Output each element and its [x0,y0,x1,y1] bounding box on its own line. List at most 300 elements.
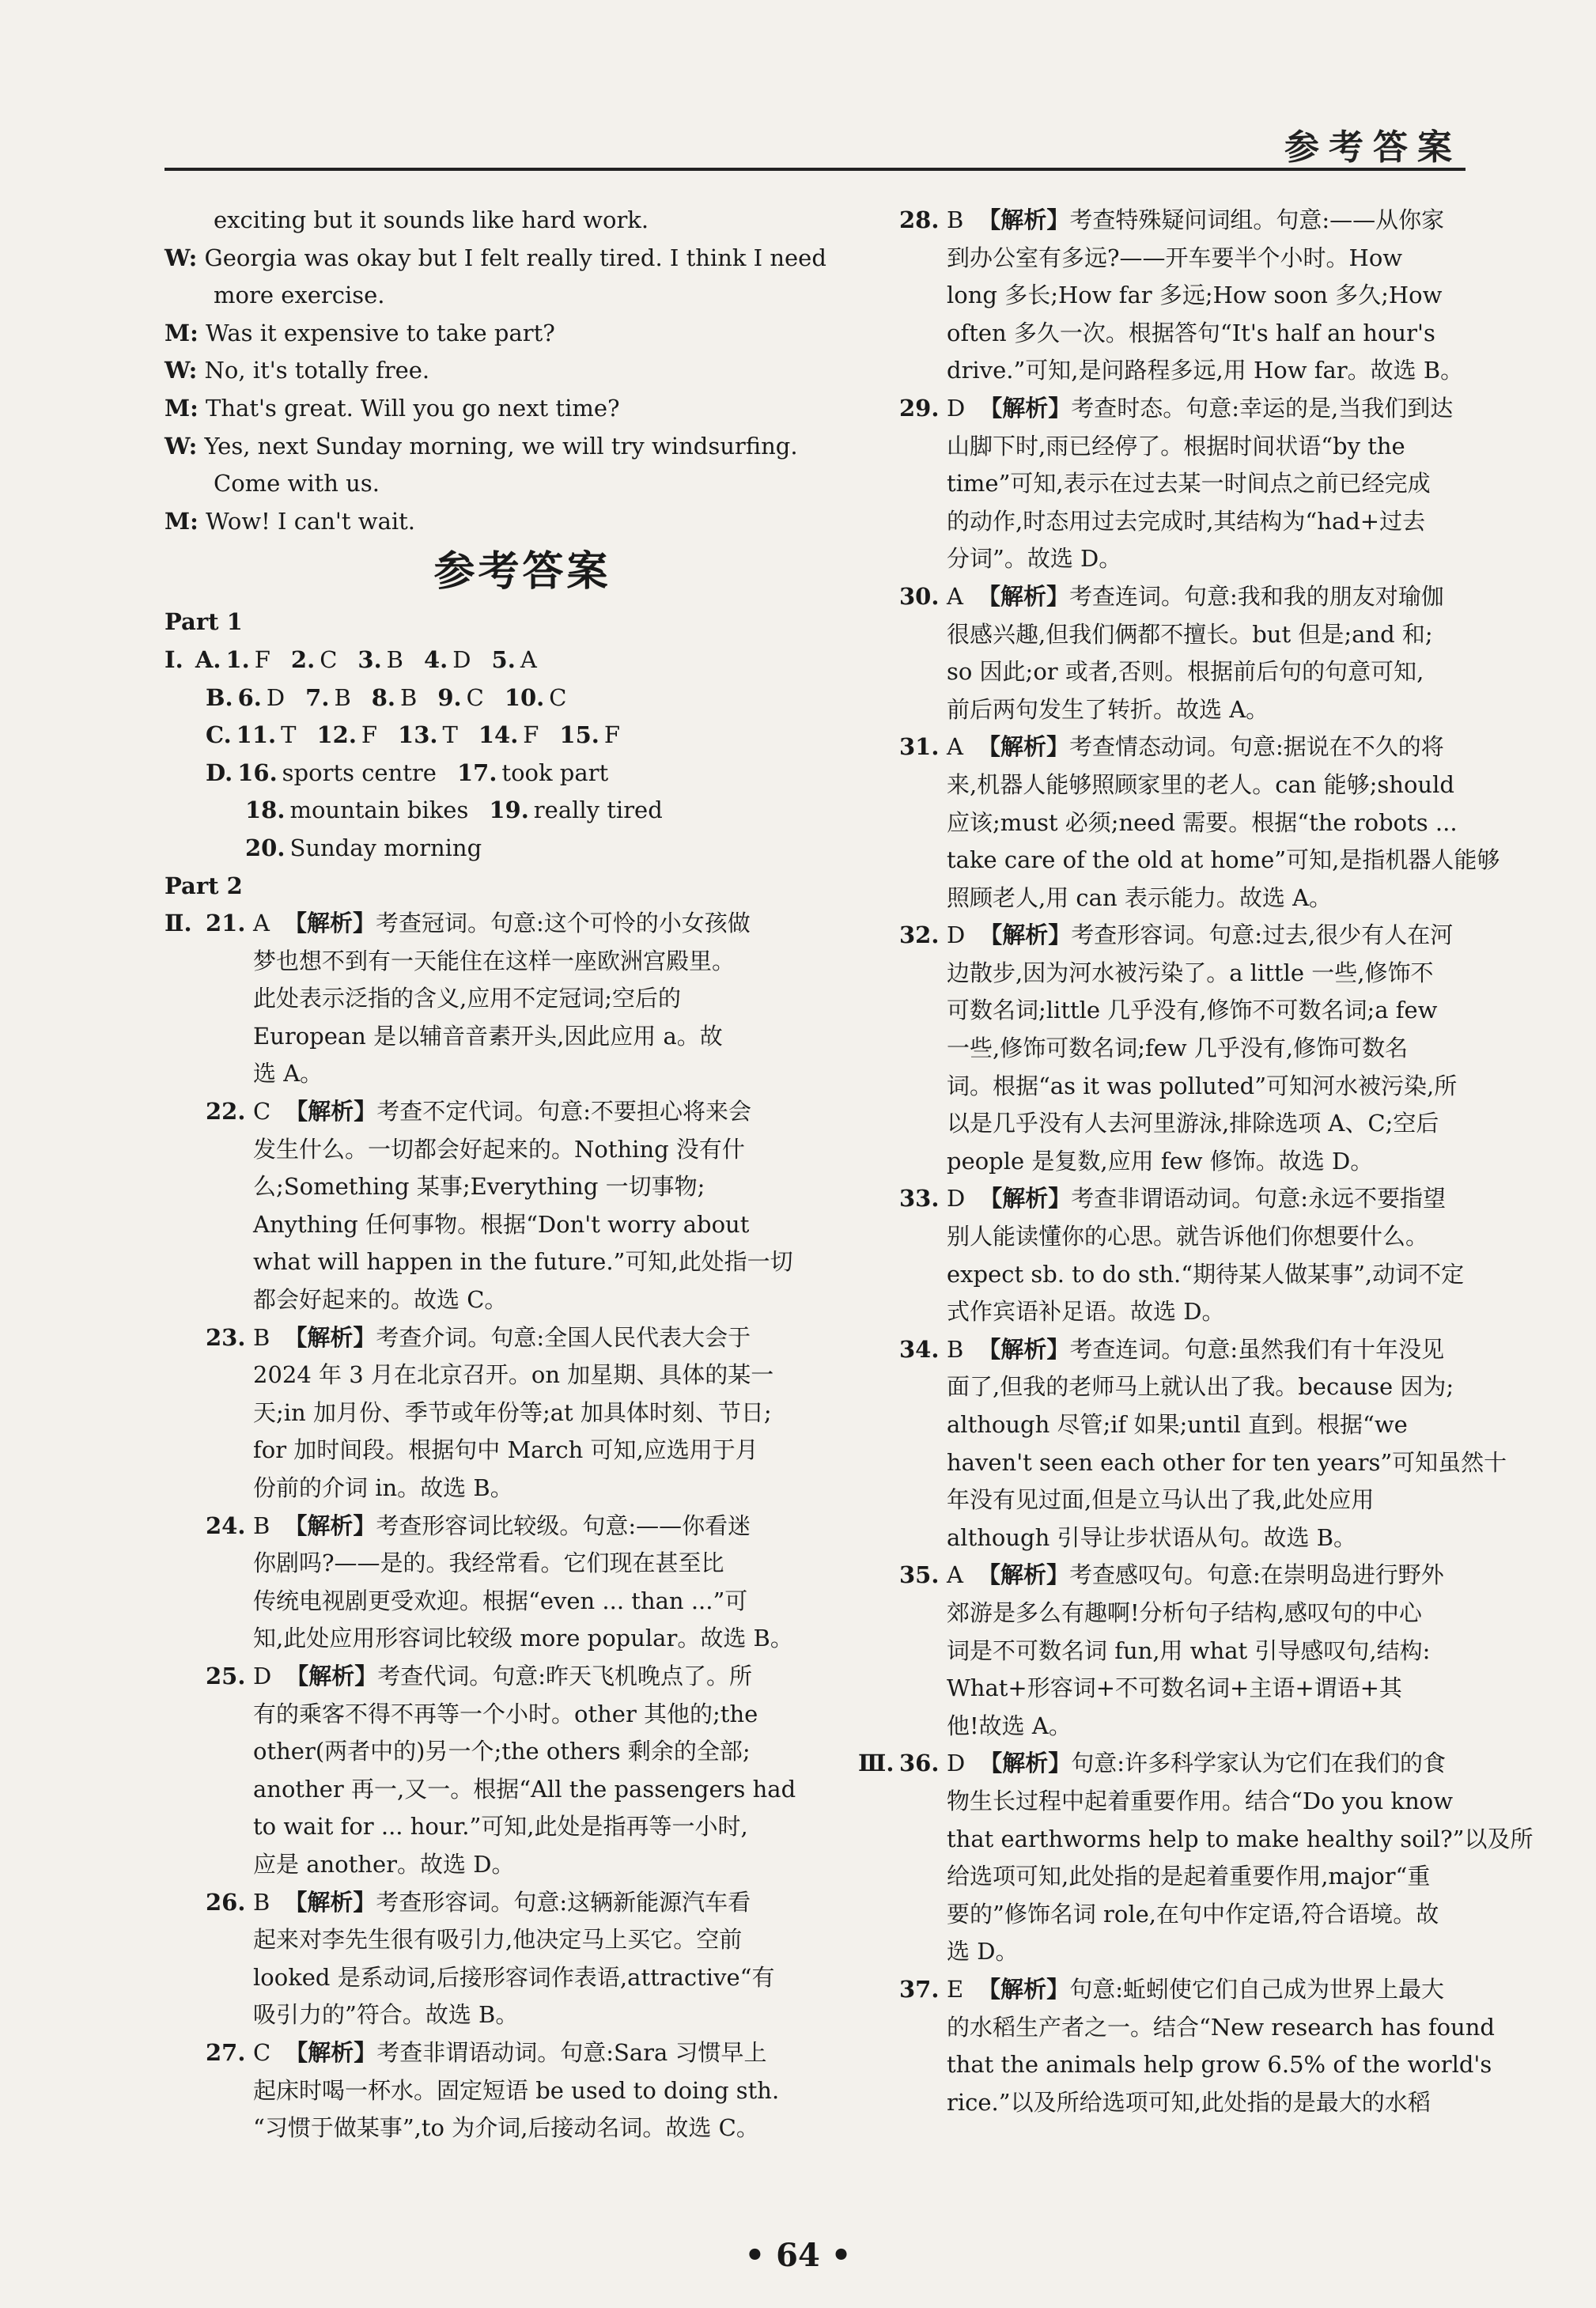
section-label [858,1557,899,1745]
explanation-line [253,1018,801,1056]
item-answer: took part [501,759,609,786]
question-explanation [253,1884,801,2034]
explanation-text: 他!故选 A。 [947,1712,1072,1739]
question [165,1658,801,1884]
question-number: 23. [206,1323,246,1351]
explanation-text: people 是复数,应用 few 修饰。故选 D。 [947,1147,1374,1175]
answers-title: 参考答案 [433,548,611,596]
explanation-line [947,1821,1533,1859]
explanation-text: often 多久一次。根据答句“It's half an hour's [947,319,1435,346]
explanation-text: 考查代词。句意:昨天飞机晚点了。所 [377,1662,753,1689]
item-number: 2. [290,645,316,673]
explanation-line [253,1206,801,1244]
question-explanation [253,1508,801,1658]
item-answer: F [361,721,378,749]
explanation-text: 年没有见过面,但是立马认出了我,此处应用 [947,1486,1375,1514]
item-number: 19. [489,796,529,824]
page-number: • 64 • [744,2237,852,2274]
explanation-line [253,1055,801,1093]
explanation-line [947,1218,1464,1256]
left-column [165,202,826,2147]
explanation-line [947,804,1500,842]
question-number: 37. [899,1975,940,2003]
answer-letter: E [947,1975,964,2003]
explanation-text: 的动作,时态用过去完成时,其结构为“had+过去 [947,507,1426,535]
explanation-line [947,352,1463,390]
speaker-label: M: [165,507,199,535]
explanation-text: 边散步,因为河水被污染了。a little 一些,修饰不 [947,959,1434,986]
answer-row [165,717,801,755]
item-number: 16. [237,759,278,786]
dialogue-line [165,390,801,428]
item-answer: F [603,721,620,749]
explanation-line [947,1481,1507,1519]
explanation-text: “习惯于做某事”,to 为介词,后接动名词。故选 C。 [253,2114,759,2142]
question-number: 26. [206,1888,246,1916]
explanation-line [253,905,801,943]
explanation-line [253,1696,801,1734]
question-number: 21. [206,910,246,937]
question [858,390,1463,578]
explanation-text: looked 是系动词,后接形容词作表语,attractive“有 [253,1963,775,1991]
dialogue-line [165,202,801,240]
explanation-text: other(两者中的)另一个;the others 剩余的全部; [253,1738,751,1765]
speaker-label: M: [165,319,199,346]
section-label: Ⅱ. [165,910,192,937]
explanation-line [947,1030,1463,1068]
question-number: 28. [899,206,940,233]
item-number: 4. [423,645,448,673]
section-label [165,1884,206,2034]
explanation-text: 吸引力的”符合。故选 B。 [253,2001,519,2029]
item-answer: A [520,645,537,673]
answer-letter: B [947,206,964,233]
explanation-text: 考查感叹句。句意:在崇明岛进行野外 [1068,1561,1444,1589]
explanation-text: take care of the old at home”可知,是指机器人能够 [947,846,1500,874]
explanation-text: 考查连词。句意:虽然我们有十年没见 [1069,1335,1445,1363]
dialogue-text: Was it expensive to take part? [206,319,555,346]
explanation-line [947,955,1463,993]
right-column [858,202,1534,2121]
question-explanation [947,728,1500,917]
question [858,1557,1463,1745]
explanation-text: expect sb. to do sth.“期待某人做某事”,动词不定 [947,1260,1465,1288]
explanation-text: 考查冠词。句意:这个可怜的小女孩做 [375,910,751,937]
explanation-text: 句意:蚯蚓使它们自己成为世界上最大 [1069,1975,1444,2003]
explanation-text: 发生什么。一切都会好起来的。Nothing 没有什 [253,1135,745,1163]
explanation-line [253,1545,801,1583]
explanation-text: 都会好起来的。故选 C。 [253,1286,508,1314]
explanation-line [947,1068,1463,1106]
answer-letter: B [947,1335,964,1363]
explanation-text: European 是以辅音音素开头,因此应用 a。故 [253,1022,723,1050]
question [858,1971,1495,2121]
item-number: 11. [236,721,277,749]
explanation-line [947,1143,1463,1181]
answer-row [165,641,801,679]
explanation-text: 有的乘客不得不再等一个小时。other 其他的;the [253,1700,758,1727]
section-label [858,1971,899,2121]
question-explanation [947,1180,1464,1330]
explanation-line [253,1846,801,1884]
question-explanation [947,1745,1533,1971]
explanation-text: 郊游是多么有趣啊!分析句子结构,感叹句的中心 [947,1599,1422,1626]
explanation-line [947,691,1463,729]
answer-letter: A [253,910,270,937]
analysis-tag: 【解析】 [979,921,1072,949]
explanation-line [947,315,1463,353]
dialogue-line [165,428,801,466]
explanation-line [947,540,1463,578]
analysis-tag: 【解析】 [283,910,376,937]
explanation-text: 照顾老人,用 can 表示能力。故选 A。 [947,883,1333,911]
explanation-line [253,1884,801,1922]
explanation-line [253,1808,801,1846]
sub-label: B. [206,683,233,711]
question-number: 27. [206,2038,246,2066]
dialogue-line [165,352,801,390]
explanation-line [947,880,1500,918]
question-explanation [947,1331,1507,1557]
item-number: 17. [456,759,497,786]
question [858,1331,1507,1557]
explanation-text: 前后两句发生了转折。故选 A。 [947,695,1269,723]
explanation-text: 考查情态动词。句意:据说在不久的将 [1068,733,1444,761]
question-number: 31. [899,733,940,761]
explanation-line [253,1921,801,1959]
explanation-text: another 再一,又一。根据“All the passengers had [253,1775,796,1803]
explanation-line [947,1595,1463,1633]
explanation-text: 分词”。故选 D。 [947,545,1122,573]
explanation-line [947,578,1463,616]
answer-letter: C [253,2038,271,2066]
item-answer: B [334,683,351,711]
item-number: 20. [245,834,286,861]
answer-letter: B [253,1888,270,1916]
explanation-line [253,1281,801,1319]
explanation-text: 的水稻生产者之一。结合“New research has found [947,2013,1495,2041]
explanation-text: Anything 任何事物。根据“Don't worry about [253,1210,750,1238]
explanation-text: 传统电视剧更受欢迎。根据“even ... than ...”可 [253,1587,748,1614]
dialogue-text: That's great. Will you go next time? [206,394,620,422]
explanation-line [947,1971,1495,2009]
item-number: 7. [305,683,330,711]
question [858,917,1463,1180]
explanation-text: 山脚下时,雨已经停了。根据时间状语“by the [947,432,1405,460]
answer-letter: D [947,1750,966,1777]
item-number: 9. [437,683,462,711]
dialogue-line [165,277,801,315]
item-answer: mountain bikes [289,796,469,824]
section-label [165,1658,206,1884]
explanation-text: 到办公室有多远?——开车要半个小时。How [947,244,1403,271]
explanation-line [947,1896,1533,1934]
explanation-line [253,1508,801,1546]
explanation-text: 起来对李先生很有吸引力,他决定马上买它。空前 [253,1926,743,1954]
explanation-text: 给选项可知,此处指的是起着重要作用,major“重 [947,1863,1431,1890]
explanation-line [947,1368,1507,1406]
analysis-tag: 【解析】 [284,1323,376,1351]
explanation-text: 句意:许多科学家认为它们在我们的食 [1071,1750,1447,1777]
explanation-line [947,1557,1463,1595]
answer-letter: A [947,733,963,761]
question-explanation [947,578,1463,728]
question-explanation [947,1971,1495,2121]
explanation-line [947,1745,1533,1783]
analysis-tag: 【解析】 [979,1750,1072,1777]
question-explanation [947,1557,1463,1745]
sub-label: C. [206,721,232,749]
explanation-line [947,1256,1464,1294]
part2-label: Part 2 [165,872,243,899]
explanation-text: for 加时间段。根据句中 March 可知,应选用于月 [253,1436,758,1464]
section-label [165,1508,206,1658]
item-answer: B [386,645,403,673]
speaker-label: M: [165,394,199,422]
question-number: 32. [899,921,940,949]
section-label [165,1319,206,1508]
question-number: 25. [206,1662,246,1689]
sub-label: A. [195,645,221,673]
item-number: 15. [559,721,599,749]
explanation-text: 考查时态。句意:幸运的是,当我们到达 [1071,394,1454,422]
explanation-line [947,1105,1463,1143]
question-number: 29. [899,394,940,422]
speaker-label: W: [165,244,198,271]
explanation-text: time”可知,表示在过去某一时间点之前已经完成 [947,470,1431,498]
section-label [858,202,899,390]
item-number: 13. [398,721,438,749]
item-number: 18. [245,796,286,824]
section-label: Ⅰ. [165,645,183,673]
question-number: 30. [899,582,940,610]
answer-letter: D [947,1185,966,1213]
question [165,905,801,1093]
item-answer: F [254,645,270,673]
answer-letter: B [253,1512,270,1539]
explanation-line [947,1708,1463,1746]
explanation-line [947,390,1463,428]
question-number: 22. [206,1098,246,1126]
explanation-text: 梦也想不到有一天能住在这样一座欧洲宫殿里。 [253,947,736,974]
answer-row [165,679,801,717]
explanation-line [947,653,1463,691]
explanation-line [947,1406,1507,1444]
section-label [858,917,899,1180]
dialogue-text: more exercise. [214,282,385,309]
question-explanation [947,202,1463,390]
explanation-line [947,2084,1495,2122]
explanation-line [947,1180,1464,1218]
question [165,1508,801,1658]
explanation-line [947,277,1463,315]
explanation-text: 词。根据“as it was polluted”可知河水被污染,所 [947,1072,1458,1099]
explanation-text: 2024 年 3 月在北京召开。on 加星期、具体的某一 [253,1361,774,1389]
explanation-text: to wait for ... hour.”可知,此处是指再等一小时, [253,1813,748,1841]
analysis-tag: 【解析】 [979,394,1072,422]
analysis-tag: 【解析】 [977,582,1069,610]
dialogue [165,202,826,540]
item-answer: sports centre [282,759,437,786]
explanation-text: 应是 another。故选 D。 [253,1850,515,1878]
dialogue-text: Georgia was okay but I felt really tired. I think I need [204,244,826,271]
analysis-tag: 【解析】 [284,1512,376,1539]
dialogue-line [165,315,801,353]
explanation-text: 考查形容词。句意:这辆新能源汽车看 [376,1888,751,1916]
dialogue-line [165,240,826,278]
item-number: 8. [371,683,396,711]
analysis-tag: 【解析】 [284,1888,376,1916]
section-label [858,728,899,917]
questions-left [165,905,801,2147]
item-answer: really tired [533,796,663,824]
explanation-line [253,1658,801,1696]
explanation-text: although 引导让步状语从句。故选 B。 [947,1523,1357,1551]
item-answer: C [320,645,338,673]
explanation-text: haven't seen each other for ten years”可知虽然十 [947,1448,1507,1476]
section-label [858,1180,899,1330]
item-number: 5. [491,645,516,673]
question-explanation [947,390,1463,578]
explanation-text: 考查特殊疑问词组。句意:——从你家 [1069,206,1445,233]
explanation-line [947,2009,1495,2047]
explanation-text: 知,此处应用形容词比较级 more popular。故选 B。 [253,1625,793,1652]
explanation-text: that the animals help grow 6.5% of the world's [947,2051,1492,2079]
explanation-line [947,917,1463,955]
explanation-line [253,1620,801,1658]
explanation-text: 很感兴趣,但我们俩都不擅长。but 但是;and 和; [947,620,1433,648]
explanation-line [253,1319,801,1357]
answer-letter: C [253,1098,271,1126]
question-explanation [253,1093,801,1319]
question [165,1319,801,1508]
explanation-line [947,428,1463,466]
answer-letter: D [947,921,966,949]
explanation-line [253,1356,801,1394]
explanation-line [947,1519,1507,1557]
explanation-line [253,1432,801,1470]
question [165,1093,801,1319]
explanation-text: 一些,修饰可数名词;few 几乎没有,修饰可数名 [947,1035,1409,1062]
answer-letter: A [947,582,963,610]
analysis-tag: 【解析】 [285,2038,377,2066]
explanation-line [947,766,1500,804]
explanation-text: 别人能读懂你的心思。就告诉他们你想要什么。 [947,1223,1429,1250]
explanation-text: 来,机器人能够照顾家里的老人。can 能够;should [947,770,1454,798]
explanation-line [253,1583,801,1621]
dialogue-text: exciting but it sounds like hard work. [214,206,649,233]
explanation-text: 选 A。 [253,1060,323,1088]
explanation-line [253,1959,801,1997]
section-label: Ⅲ. [858,1750,894,1777]
section-label [165,2034,206,2147]
explanation-line [253,1093,801,1131]
explanation-line [253,1243,801,1281]
item-answer: C [466,683,484,711]
analysis-tag: 【解析】 [979,1185,1072,1213]
sub-label: D. [206,759,233,786]
explanation-text: 式作宾语补足语。故选 D。 [947,1298,1225,1326]
explanation-line [947,1331,1507,1369]
explanation-line [253,2109,801,2147]
explanation-line [947,1783,1533,1821]
question-explanation [253,1319,801,1508]
explanation-text: 面了,但我的老师马上就认出了我。because 因为; [947,1373,1454,1401]
question-number: 24. [206,1512,246,1539]
explanation-line [947,2046,1495,2084]
explanation-text: 考查非谓语动词。句意:永远不要指望 [1071,1185,1447,1213]
explanation-text: 以是几乎没有人去河里游泳,排除选项 A、C;空后 [947,1110,1439,1137]
explanation-text: 要的”修饰名词 role,在句中作定语,符合语境。故 [947,1900,1439,1928]
explanation-text: 此处表示泛指的含义,应用不定冠词;空后的 [253,985,681,1012]
explanation-line [253,1131,801,1169]
answer-letter: B [253,1323,270,1351]
explanation-line [253,980,801,1018]
question [858,1180,1463,1330]
explanation-text: 考查不定代词。句意:不要担心将来会 [376,1098,751,1126]
item-number: 1. [225,645,250,673]
dialogue-text: Wow! I can't wait. [206,507,416,535]
answer-row [165,755,801,793]
explanation-text: rice.”以及所给选项可知,此处指的是最大的水稻 [947,2088,1431,2116]
answer-row [165,830,801,868]
analysis-tag: 【解析】 [285,1098,377,1126]
item-answer: C [549,683,567,711]
answer-letter: A [947,1561,963,1589]
question [858,728,1500,917]
explanation-line [253,2072,801,2110]
section-label [858,390,899,578]
question [858,202,1463,390]
analysis-tag: 【解析】 [978,206,1070,233]
answer-row [165,792,801,830]
explanation-line [947,465,1463,503]
question-explanation [253,905,801,1093]
item-answer: Sunday morning [289,834,482,861]
explanation-line [947,1444,1507,1482]
item-number: 10. [504,683,545,711]
item-number: 12. [316,721,357,749]
speaker-label: W: [165,432,198,460]
analysis-tag: 【解析】 [978,1975,1070,2003]
question-number: 34. [899,1335,940,1363]
explanation-text: what will happen in the future.”可知,此处指一切 [253,1248,793,1276]
explanation-text: 应该;must 必须;need 需要。根据“the robots ... [947,808,1458,836]
questions-right [858,202,1534,2121]
explanation-line [253,2034,801,2072]
explanation-text: 考查介词。句意:全国人民代表大会于 [376,1323,751,1351]
answer-letter: D [947,394,966,422]
question-explanation [253,1658,801,1884]
part1-answers [165,641,801,868]
explanation-text: 可数名词;little 几乎没有,修饰不可数名词;a few [947,997,1438,1024]
item-answer: T [281,721,297,749]
part1-label: Part 1 [165,608,243,636]
explanation-line [947,728,1500,766]
explanation-text: 物生长过程中起着重要作用。结合“Do you know [947,1787,1454,1814]
explanation-line [253,1394,801,1432]
explanation-line [947,616,1463,654]
explanation-text: so 因此;or 或者,否则。根据前后句的句意可知, [947,658,1424,686]
section-label [858,1331,899,1557]
item-number: 14. [478,721,519,749]
dialogue-line [165,503,801,541]
question [165,1884,801,2034]
section-label [165,1093,206,1319]
explanation-text: 考查连词。句意:我和我的朋友对瑜伽 [1068,582,1444,610]
dialogue-text: No, it's totally free. [204,357,430,384]
explanation-text: that earthworms help to make healthy soil?”以及所 [947,1825,1534,1852]
